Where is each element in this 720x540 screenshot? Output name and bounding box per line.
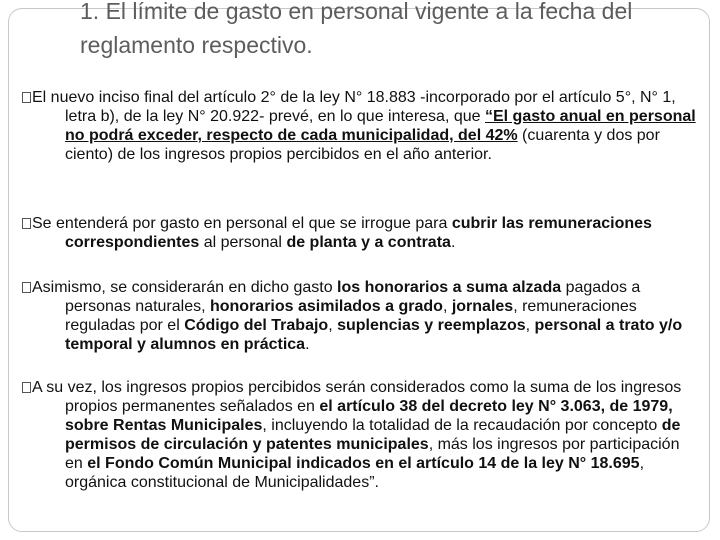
text-run: A su vez, los ingresos propios percibidos serán considerados como la suma de los ingresos propios permanentes señalados en bbox=[32, 379, 682, 415]
bullet-text bbox=[22, 88, 698, 164]
text-run: pagados a personas naturales, bbox=[65, 279, 641, 315]
text-run: el Fondo Común Municipal indicados en el artículo 14 de la ley N° 18.695 bbox=[87, 455, 640, 472]
text-run: , bbox=[525, 317, 535, 334]
bullet-2 bbox=[22, 214, 698, 252]
bullet-4 bbox=[22, 378, 698, 492]
square-bullet-icon bbox=[22, 92, 31, 103]
bullet-text bbox=[22, 214, 698, 252]
text-run: el artículo 38 del decreto ley N° 3.063, de 1979, sobre Rentas Municipales bbox=[65, 398, 673, 434]
text-run: personal a trato y/o temporal y alumnos en práctica bbox=[65, 317, 683, 353]
bullet-1 bbox=[22, 88, 698, 164]
text-run: de planta y a contrata bbox=[286, 234, 451, 251]
text-run: al personal bbox=[199, 234, 287, 251]
text-run: . bbox=[450, 234, 456, 251]
bullet-text bbox=[22, 278, 698, 354]
text-run: , más los ingresos por participación en bbox=[65, 436, 680, 472]
text-run: , remuneraciones reguladas por el bbox=[65, 298, 637, 334]
text-run: El nuevo inciso final del artículo 2° de la ley N° 18.883 -incorporado por el artículo 5°, N° 1, letra b), de la ley N° 20.922- prevé, en lo que interesa, que bbox=[32, 89, 676, 125]
text-run: , bbox=[328, 317, 338, 334]
square-bullet-icon bbox=[22, 282, 31, 293]
square-bullet-icon bbox=[22, 382, 31, 393]
text-run: Código del Trabajo bbox=[184, 317, 329, 334]
text-run: cubrir las remuneraciones correspondientes bbox=[65, 215, 652, 251]
text-run: Asimismo, se considerarán en dicho gasto bbox=[32, 279, 338, 296]
text-run: (cuarenta y dos por ciento) de los ingresos propios percibidos en el año anterior. bbox=[65, 127, 660, 163]
slide-title: 1. El límite de gasto en personal vigente a la fecha del reglamento respectivo. bbox=[80, 0, 633, 58]
text-run: Se entenderá por gasto en personal el que se irrogue para bbox=[32, 215, 452, 232]
text-run: de permisos de circulación y patentes municipales bbox=[65, 417, 681, 453]
text-run: jornales bbox=[451, 298, 514, 315]
text-run: , orgánica constitucional de Municipalidades”. bbox=[65, 455, 645, 491]
bullet-text bbox=[22, 378, 698, 492]
square-bullet-icon bbox=[22, 218, 31, 229]
text-run: “El gasto anual en personal no podrá exceder, respecto de cada municipalidad, del 42% bbox=[65, 108, 696, 144]
text-run: . bbox=[305, 336, 310, 353]
text-run: los honorarios a suma alzada bbox=[337, 279, 562, 296]
text-run: , bbox=[442, 298, 452, 315]
text-run: , incluyendo la totalidad de la recaudación por concepto bbox=[262, 417, 662, 434]
bullet-3 bbox=[22, 278, 698, 354]
text-run: honorarios asimilados a grado bbox=[209, 298, 443, 315]
text-run: suplencias y reemplazos bbox=[337, 317, 526, 334]
